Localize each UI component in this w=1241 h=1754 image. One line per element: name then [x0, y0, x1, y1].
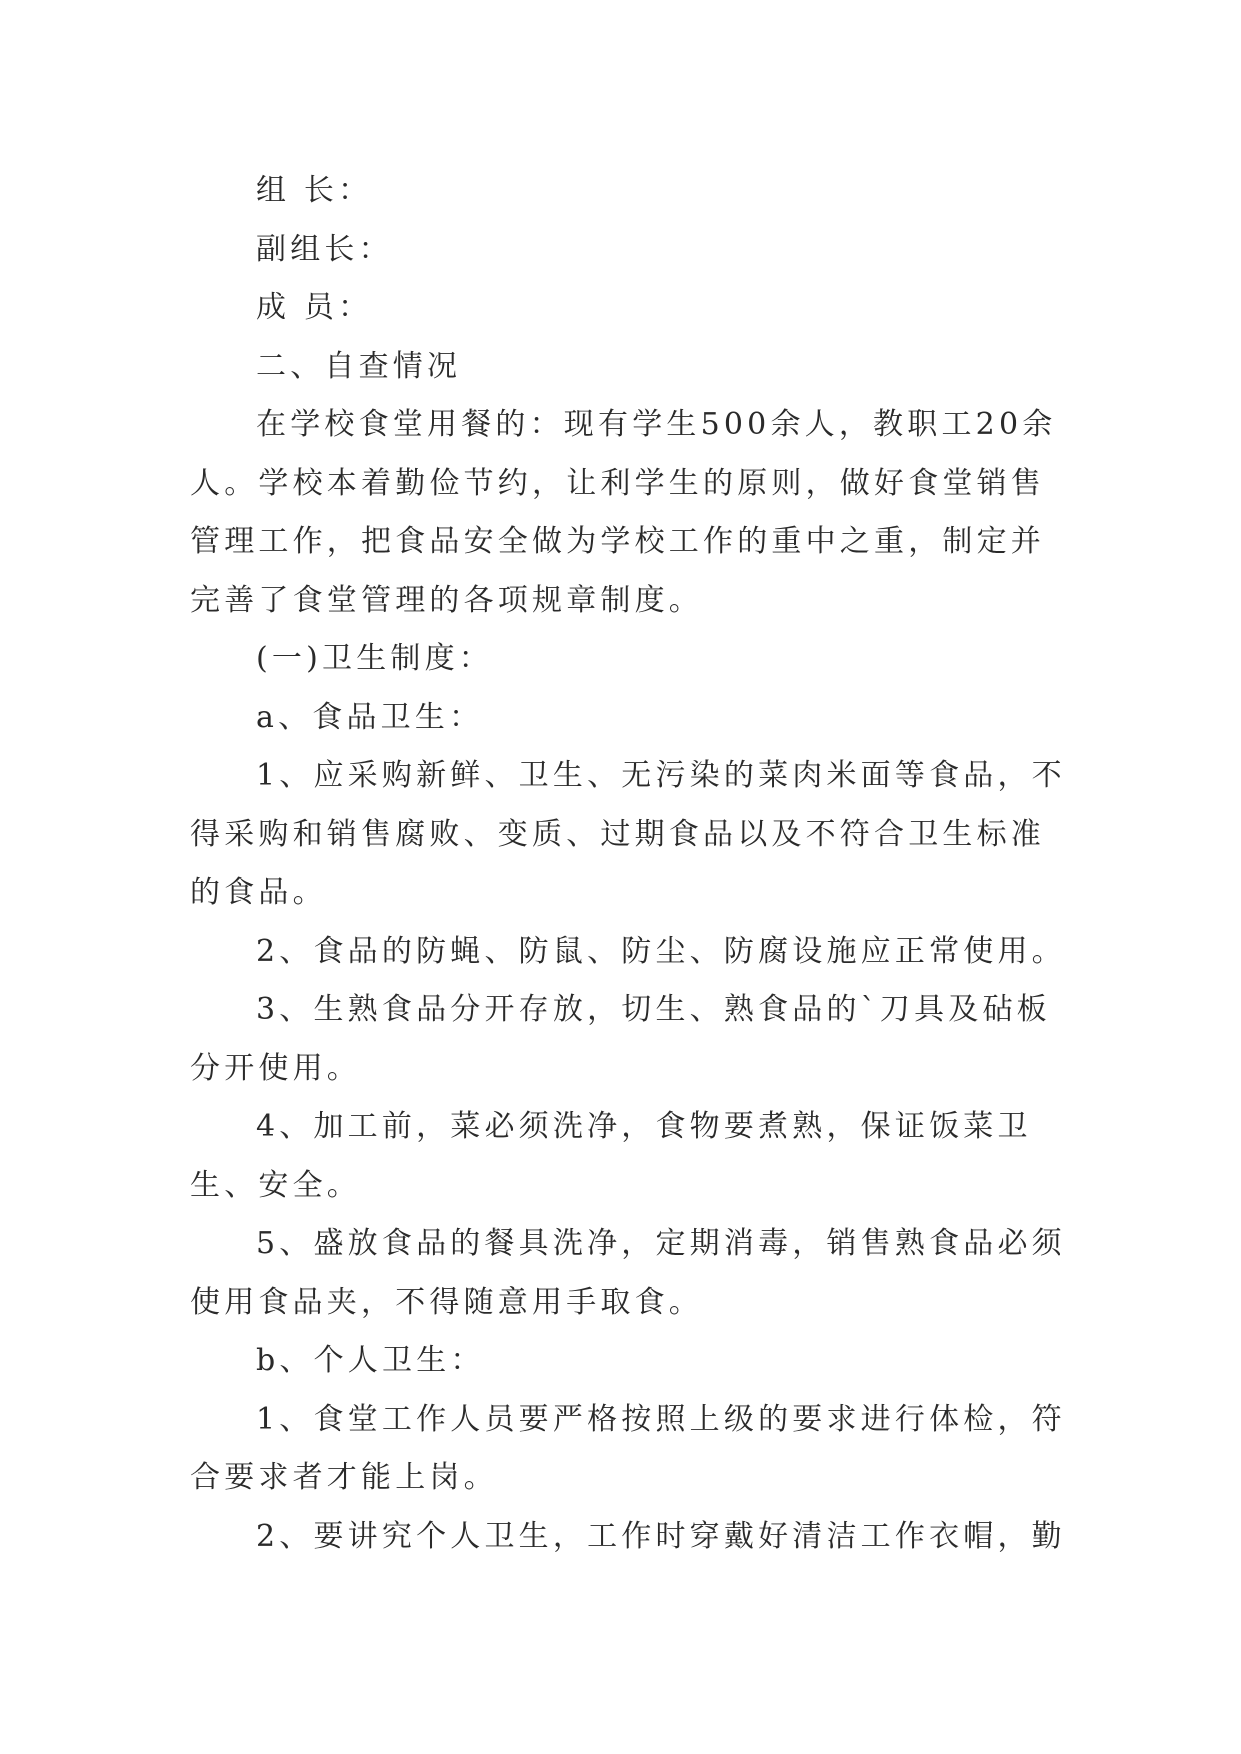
subheading-personal-hygiene: b、个人卫生：	[256, 1343, 485, 1378]
list-item-food-2: 2、食品的防蝇、防鼠、防尘、防腐设施应正常使用。	[256, 933, 1066, 969]
document-body	[190, 162, 1070, 1566]
list-item-food-4: 4、加工前，菜必须洗净，食物要煮熟，保证饭菜卫生、安全。	[190, 1109, 1032, 1203]
subheading-hygiene-system: (一)卫生制度：	[256, 641, 494, 676]
list-item-personal-1: 1、食堂工作人员要严格按照上级的要求进行体检，符合要求者才能上岗。	[190, 1401, 1066, 1495]
paragraph-members: 成 员：	[256, 290, 373, 325]
list-item-food-5: 5、盛放食品的餐具洗净，定期消毒，销售熟食品必须使用食品夹，不得随意用手取食。	[190, 1226, 1066, 1320]
section-heading-self-check: 二、自查情况	[256, 348, 462, 384]
paragraph-canteen-overview: 在学校食堂用餐的：现有学生500余人，教职工20余人。学校本着勤俭节约，让利学生的原则，做好食堂销售管理工作，把食品安全做为学校工作的重中之重，制定并完善了食堂管理的各项规章制度。	[190, 407, 1057, 618]
list-item-food-1: 1、应采购新鲜、卫生、无污染的菜肉米面等食品，不得采购和销售腐败、变质、过期食品以及不符合卫生标准的食品。	[190, 758, 1066, 910]
paragraph-leader: 组 长：	[256, 173, 373, 208]
list-item-personal-2: 2、要讲究个人卫生，工作时穿戴好清洁工作衣帽，勤	[256, 1518, 1066, 1554]
list-item-food-3: 3、生熟食品分开存放，切生、熟食品的`刀具及砧板分开使用。	[190, 992, 1051, 1086]
paragraph-deputy-leader: 副组长：	[256, 231, 393, 267]
subheading-food-hygiene: a、食品卫生：	[256, 699, 484, 735]
